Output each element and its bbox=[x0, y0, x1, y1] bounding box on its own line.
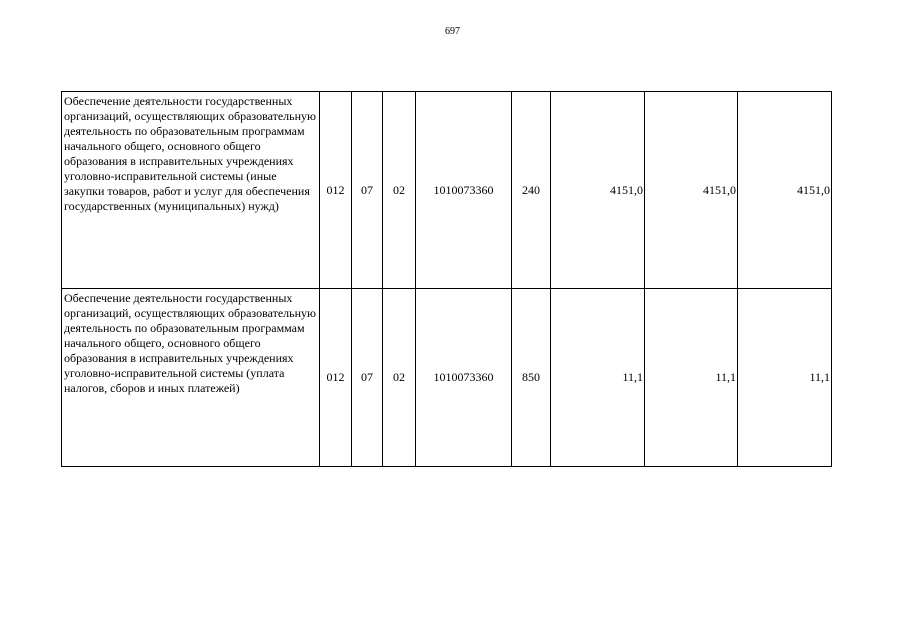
table-row bbox=[62, 289, 832, 467]
amount-year-2: 11,1 bbox=[645, 289, 738, 467]
section-code: 07 bbox=[352, 289, 383, 467]
row-description: Обеспечение деятельности государственных организаций, осуществляющих образовательную деятельность по образовательным программам начального общего, основного общего образования в исправительных учреждениях уголовно-исправительной системы (иные закупки товаров, работ и услуг для обеспечения государственных (муниципальных) нужд) bbox=[62, 92, 320, 289]
amount-year-3: 11,1 bbox=[738, 289, 832, 467]
section-code: 07 bbox=[352, 92, 383, 289]
row-description: Обеспечение деятельности государственных организаций, осуществляющих образовательную деятельность по образовательным программам начального общего, основного общего образования в исправительных учреждениях уголовно-исправительной системы (уплата налогов, сборов и иных платежей) bbox=[62, 289, 320, 467]
subsection-code: 02 bbox=[383, 92, 416, 289]
target-article-code: 1010073360 bbox=[416, 289, 512, 467]
budget-table bbox=[61, 91, 832, 467]
page-number: 697 bbox=[445, 26, 460, 37]
target-article-code: 1010073360 bbox=[416, 92, 512, 289]
table-row bbox=[62, 92, 832, 289]
subsection-code: 02 bbox=[383, 289, 416, 467]
amount-year-3: 4151,0 bbox=[738, 92, 832, 289]
ministry-code: 012 bbox=[320, 289, 352, 467]
expense-type-code: 850 bbox=[512, 289, 551, 467]
amount-year-1: 4151,0 bbox=[551, 92, 645, 289]
expense-type-code: 240 bbox=[512, 92, 551, 289]
amount-year-1: 11,1 bbox=[551, 289, 645, 467]
amount-year-2: 4151,0 bbox=[645, 92, 738, 289]
ministry-code: 012 bbox=[320, 92, 352, 289]
